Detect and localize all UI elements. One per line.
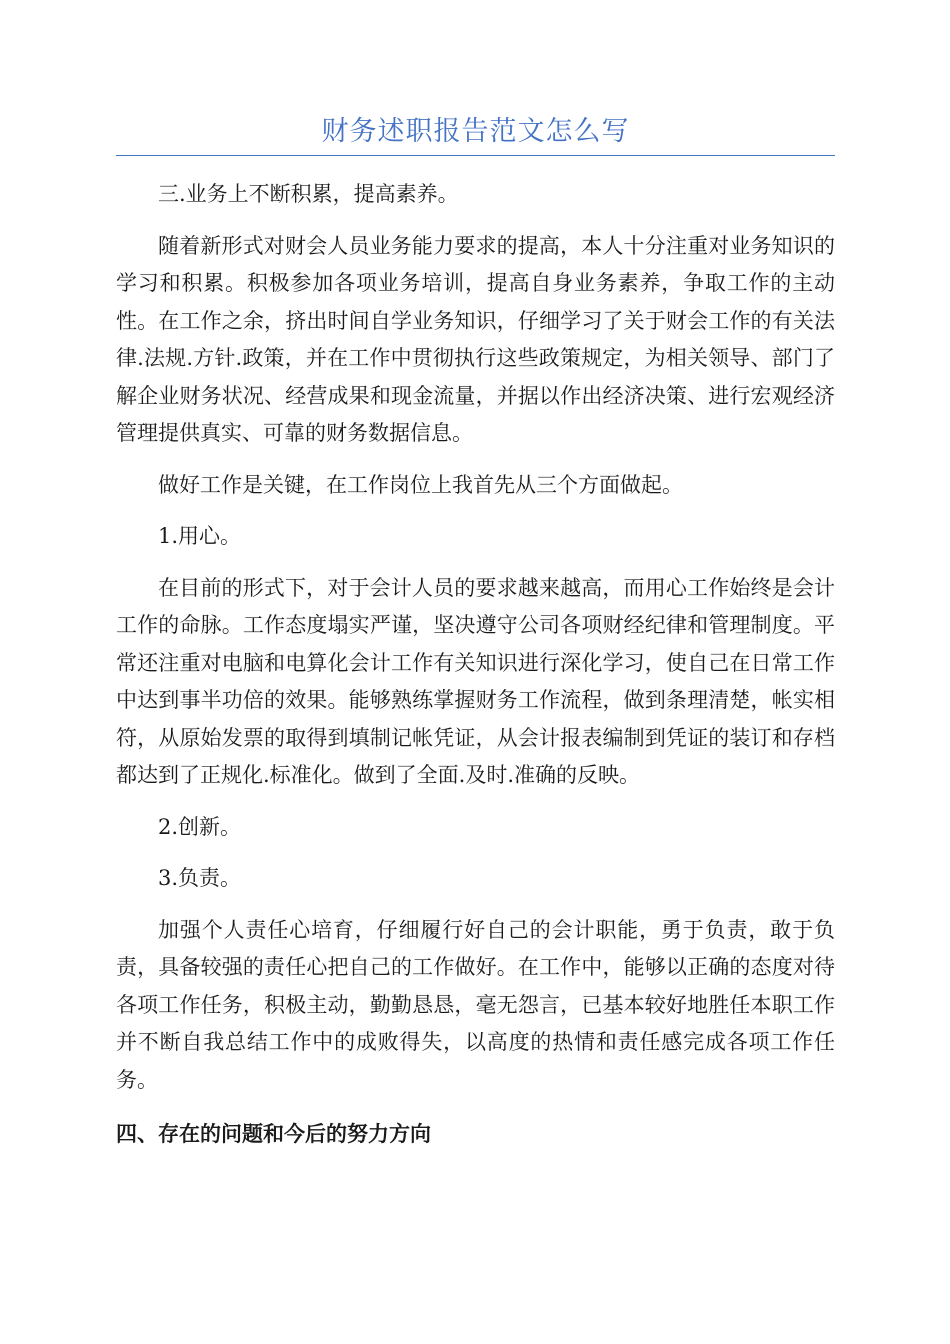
document-page (116, 110, 835, 1167)
list-item-heading: 1.用心。 (158, 524, 242, 548)
title-underline-divider (116, 155, 835, 156)
body-paragraph: 加强个人责任心培育，仔细履行好自己的会计职能，勇于负责，敢于负责，具备较强的责任心把自己的工作做好。在工作中，能够以正确的态度对待各项工作任务，积极主动，勤勤恳恳，毫无怨言，已基本较好地胜任本职工作并不断自我总结工作中的成败得失，以高度的热情和责任感完成各项工作任务。 (116, 917, 835, 1092)
list-item-heading: 2.创新。 (158, 814, 242, 839)
body-paragraph: 在目前的形式下，对于会计人员的要求越来越高，而用心工作始终是会计工作的命脉。工作态度塌实严谨，坚决遵守公司各项财经纪律和管理制度。平常还注重对电脑和电算化会计工作有关知识进行深化学习，使自己在日常工作中达到事半功倍的效果。能够熟练掌握财务工作流程，做到条理清楚，帐实相符，从原始发票的取得到填制记帐凭证，从会计报表编制到凭证的装订和存档都达到了正规化.标准化。做到了全面.及时.准确的反映。 (116, 575, 835, 787)
section-4-heading: 四、存在的问题和今后的努力方向 (116, 1121, 431, 1146)
body-paragraph: 随着新形式对财会人员业务能力要求的提高，本人十分注重对业务知识的学习和积累。积极参加各项业务培训，提高自身业务素养，争取工作的主动性。在工作之余，挤出时间自学业务知识，仔细学习了关于财会工作的有关法律.法规.方针.政策，并在工作中贯彻执行这些政策规定，为相关领导、部门了解企业财务状况、经营成果和现金流量，并据以作出经济决策、进行宏观经济管理提供真实、可靠的财务数据信息。 (116, 233, 835, 445)
body-paragraph: 做好工作是关键，在工作岗位上我首先从三个方面做起。 (158, 472, 683, 497)
list-item-heading: 3.负责。 (158, 866, 242, 890)
document-body (116, 176, 835, 1153)
document-title: 财务述职报告范文怎么写 (321, 116, 630, 147)
section-3-heading: 三.业务上不断积累，提高素养。 (158, 182, 459, 206)
